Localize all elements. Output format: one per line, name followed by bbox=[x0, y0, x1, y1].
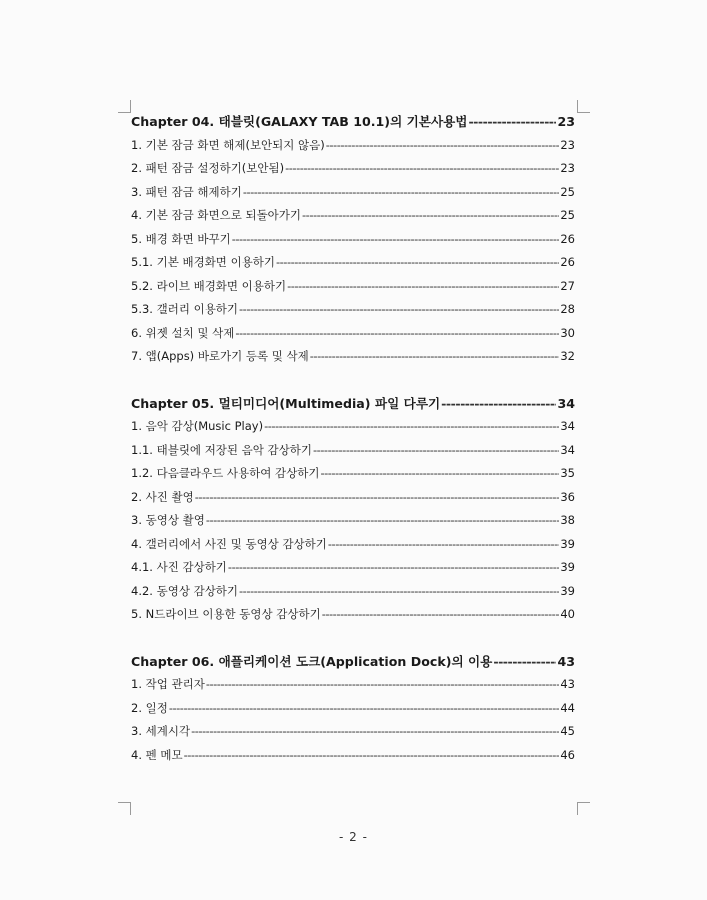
dot-leader bbox=[206, 673, 560, 697]
entry-title: 1. 음악 감상(Music Play) bbox=[131, 419, 264, 433]
entry-title: 7. 앱(Apps) 바로가기 등록 및 삭제 bbox=[131, 349, 309, 363]
toc-chapter-heading[interactable] bbox=[131, 392, 575, 416]
dot-leader bbox=[184, 744, 560, 768]
dot-leader bbox=[243, 181, 560, 205]
dot-leader bbox=[322, 603, 560, 627]
dot-leader bbox=[313, 439, 559, 463]
chapter-page-number: 34 bbox=[557, 395, 575, 411]
entry-title: 4. 펜 메모 bbox=[131, 747, 183, 762]
toc-entry[interactable] bbox=[131, 181, 575, 205]
entry-title: 6. 위젯 설치 및 삭제 bbox=[131, 325, 235, 340]
entry-title: 4. 기본 잠금 화면으로 되돌아가기 bbox=[131, 208, 302, 222]
entry-page-number: 38 bbox=[560, 513, 575, 527]
entry-title: 4.1. 사진 감상하기 bbox=[131, 560, 227, 574]
entry-title: 4.2. 동영상 감상하기 bbox=[131, 583, 239, 598]
dot-leader bbox=[169, 697, 560, 721]
chapter-title: Chapter 05. 멀티미디어(Multimedia) 파일 다루기 bbox=[131, 395, 441, 411]
entry-page-number: 34 bbox=[560, 442, 575, 457]
dot-leader bbox=[235, 322, 559, 346]
dot-leader bbox=[195, 486, 560, 510]
section-spacer bbox=[131, 627, 575, 650]
toc-entry[interactable] bbox=[131, 744, 575, 768]
toc-entry[interactable] bbox=[131, 228, 575, 252]
entry-page-number: 23 bbox=[560, 161, 575, 175]
dot-leader bbox=[468, 110, 556, 134]
toc-entry[interactable] bbox=[131, 509, 575, 533]
entry-page-number: 30 bbox=[560, 325, 575, 340]
chapter-page-number: 23 bbox=[557, 114, 575, 129]
chapter-title: Chapter 06. 애플리케이션 도크(Application Dock)의 이용 bbox=[131, 653, 493, 669]
dot-leader bbox=[328, 533, 559, 557]
entry-page-number: 44 bbox=[560, 700, 575, 715]
entry-title: 1. 작업 관리자 bbox=[131, 677, 205, 691]
entry-page-number: 40 bbox=[560, 607, 575, 621]
toc-entry[interactable] bbox=[131, 603, 575, 627]
entry-page-number: 39 bbox=[560, 560, 575, 574]
entry-title: 5. 배경 화면 바꾸기 bbox=[131, 231, 231, 246]
toc-chapter-heading[interactable] bbox=[131, 110, 575, 134]
dot-leader bbox=[191, 720, 559, 744]
toc-entry[interactable] bbox=[131, 439, 575, 463]
dot-leader bbox=[276, 251, 559, 275]
toc-entry[interactable] bbox=[131, 322, 575, 346]
toc-entry[interactable] bbox=[131, 580, 575, 604]
entry-title: 5.2. 라이브 배경화면 이용하기 bbox=[131, 278, 287, 293]
entry-title: 2. 사진 촬영 bbox=[131, 489, 194, 504]
entry-page-number: 25 bbox=[560, 184, 575, 199]
toc-entry[interactable] bbox=[131, 720, 575, 744]
entry-page-number: 34 bbox=[560, 419, 575, 433]
entry-page-number: 26 bbox=[560, 231, 575, 246]
crop-mark-bottom-right bbox=[577, 802, 590, 815]
dot-leader bbox=[493, 650, 556, 674]
toc-chapter-heading[interactable] bbox=[131, 650, 575, 674]
page-number: - 2 - bbox=[339, 830, 368, 844]
entry-title: 2. 일정 bbox=[131, 700, 168, 715]
entry-title: 3. 세계시각 bbox=[131, 724, 191, 738]
dot-leader bbox=[302, 204, 559, 228]
dot-leader bbox=[287, 275, 559, 299]
entry-page-number: 39 bbox=[560, 583, 575, 598]
entry-page-number: 27 bbox=[560, 278, 575, 293]
toc-entry[interactable] bbox=[131, 533, 575, 557]
dot-leader bbox=[326, 134, 560, 158]
toc-entry[interactable] bbox=[131, 486, 575, 510]
crop-mark-top-right bbox=[577, 100, 590, 113]
dot-leader bbox=[310, 345, 560, 369]
entry-page-number: 45 bbox=[560, 724, 575, 738]
toc-entry[interactable] bbox=[131, 462, 575, 486]
toc-entry[interactable] bbox=[131, 298, 575, 322]
toc-entry[interactable] bbox=[131, 345, 575, 369]
entry-title: 5.3. 갤러리 이용하기 bbox=[131, 302, 239, 316]
chapter-page-number: 43 bbox=[557, 653, 575, 669]
dot-leader bbox=[441, 392, 556, 416]
entry-page-number: 39 bbox=[560, 536, 575, 551]
entry-page-number: 32 bbox=[560, 349, 575, 363]
dot-leader bbox=[228, 556, 559, 580]
dot-leader bbox=[320, 462, 559, 486]
dot-leader bbox=[239, 298, 559, 322]
entry-title: 4. 갤러리에서 사진 및 동영상 감상하기 bbox=[131, 536, 327, 551]
toc-entry[interactable] bbox=[131, 157, 575, 181]
toc-entry[interactable] bbox=[131, 673, 575, 697]
table-of-contents bbox=[131, 110, 575, 767]
entry-page-number: 25 bbox=[560, 208, 575, 222]
toc-entry[interactable] bbox=[131, 251, 575, 275]
toc-entry[interactable] bbox=[131, 556, 575, 580]
entry-page-number: 36 bbox=[560, 489, 575, 504]
dot-leader bbox=[239, 580, 559, 604]
entry-page-number: 23 bbox=[560, 137, 575, 152]
entry-title: 1.2. 다음클라우드 사용하여 감상하기 bbox=[131, 466, 320, 480]
dot-leader bbox=[232, 228, 560, 252]
entry-title: 1. 기본 잠금 화면 해제(보안되지 않음) bbox=[131, 137, 325, 152]
entry-page-number: 28 bbox=[560, 302, 575, 316]
entry-title: 3. 동영상 촬영 bbox=[131, 513, 205, 527]
entry-page-number: 26 bbox=[560, 255, 575, 269]
toc-entry[interactable] bbox=[131, 415, 575, 439]
toc-entry[interactable] bbox=[131, 275, 575, 299]
entry-page-number: 35 bbox=[560, 466, 575, 480]
crop-mark-bottom-left bbox=[118, 802, 131, 815]
entry-title: 5. N드라이브 이용한 동영상 감상하기 bbox=[131, 607, 321, 621]
toc-entry[interactable] bbox=[131, 697, 575, 721]
entry-title: 5.1. 기본 배경화면 이용하기 bbox=[131, 255, 275, 269]
dot-leader bbox=[264, 415, 559, 439]
entry-page-number: 46 bbox=[560, 747, 575, 762]
toc-entry[interactable] bbox=[131, 204, 575, 228]
chapter-title: Chapter 04. 태블릿(GALAXY TAB 10.1)의 기본사용법 bbox=[131, 114, 468, 129]
entry-title: 2. 패턴 잠금 설정하기(보안됨) bbox=[131, 161, 285, 175]
toc-entry[interactable] bbox=[131, 134, 575, 158]
entry-title: 1.1. 태블릿에 저장된 음악 감상하기 bbox=[131, 442, 312, 457]
crop-mark-top-left bbox=[118, 100, 131, 113]
entry-page-number: 43 bbox=[560, 677, 575, 691]
section-spacer bbox=[131, 369, 575, 392]
dot-leader bbox=[206, 509, 560, 533]
dot-leader bbox=[285, 157, 559, 181]
entry-title: 3. 패턴 잠금 해제하기 bbox=[131, 184, 242, 199]
